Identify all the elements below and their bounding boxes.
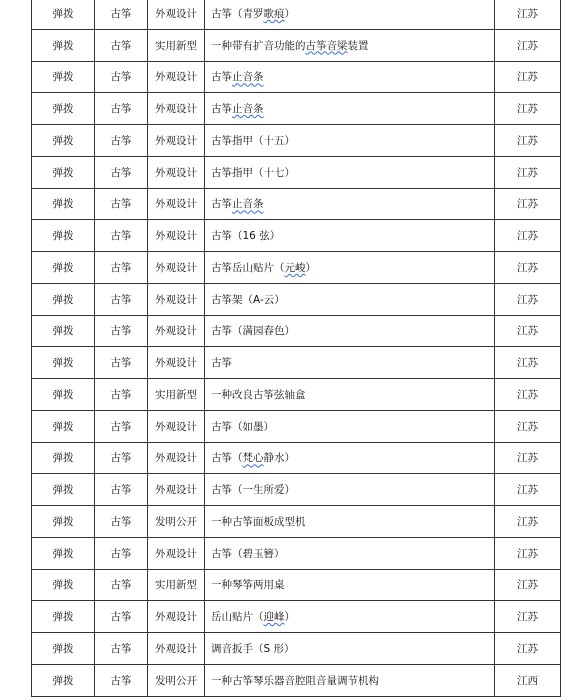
region-cell: 江苏 xyxy=(495,410,561,442)
category-cell: 弹拨 xyxy=(32,156,95,188)
patent-type-cell: 外观设计 xyxy=(148,220,205,252)
instrument-cell: 古筝 xyxy=(95,347,148,379)
table-row xyxy=(32,188,561,220)
patent-type-cell: 外观设计 xyxy=(148,601,205,633)
patent-type-cell: 外观设计 xyxy=(148,633,205,665)
table-row xyxy=(32,633,561,665)
region-cell: 江苏 xyxy=(495,633,561,665)
table-row xyxy=(32,379,561,411)
region-cell: 江苏 xyxy=(495,283,561,315)
table-row xyxy=(32,0,561,29)
region-cell: 江苏 xyxy=(495,29,561,61)
patent-type-cell: 外观设计 xyxy=(148,537,205,569)
region-cell: 江苏 xyxy=(495,220,561,252)
instrument-cell: 古筝 xyxy=(95,379,148,411)
table-row xyxy=(32,474,561,506)
patent-name-cell: 古筝止音条 xyxy=(205,188,495,220)
patent-name-cell: 一种古筝琴乐器音腔阻音量调节机构 xyxy=(205,664,495,696)
spellcheck-underline: 歌痕 xyxy=(263,7,285,20)
category-cell: 弹拨 xyxy=(32,188,95,220)
table-row xyxy=(32,156,561,188)
region-cell: 江苏 xyxy=(495,156,561,188)
region-cell: 江苏 xyxy=(495,601,561,633)
instrument-cell: 古筝 xyxy=(95,474,148,506)
instrument-cell: 古筝 xyxy=(95,252,148,284)
patent-name-cell: 一种古筝面板成型机 xyxy=(205,506,495,538)
category-cell: 弹拨 xyxy=(32,537,95,569)
table-row xyxy=(32,252,561,284)
region-cell: 江苏 xyxy=(495,188,561,220)
spellcheck-underline: 止音条 xyxy=(232,103,264,116)
patent-type-cell: 外观设计 xyxy=(148,283,205,315)
patent-type-cell: 外观设计 xyxy=(148,442,205,474)
instrument-cell: 古筝 xyxy=(95,0,148,29)
table-row xyxy=(32,220,561,252)
spellcheck-underline: 梵心 xyxy=(242,452,264,465)
patent-name-cell: 古筝（梵心静水） xyxy=(205,442,495,474)
patent-name-cell: 古筝架（A-云） xyxy=(205,283,495,315)
instrument-cell: 古筝 xyxy=(95,156,148,188)
table-row xyxy=(32,664,561,696)
instrument-cell: 古筝 xyxy=(95,188,148,220)
category-cell: 弹拨 xyxy=(32,442,95,474)
patent-name-cell: 古筝（碧玉簪） xyxy=(205,537,495,569)
patent-table-body xyxy=(32,0,561,696)
patent-type-cell: 实用新型 xyxy=(148,29,205,61)
patent-type-cell: 发明公开 xyxy=(148,664,205,696)
region-cell: 江苏 xyxy=(495,93,561,125)
category-cell: 弹拨 xyxy=(32,569,95,601)
patent-name-cell: 调音扳手（S 形） xyxy=(205,633,495,665)
instrument-cell: 古筝 xyxy=(95,506,148,538)
patent-type-cell: 外观设计 xyxy=(148,156,205,188)
table-row xyxy=(32,601,561,633)
region-cell: 江苏 xyxy=(495,125,561,157)
patent-type-cell: 外观设计 xyxy=(148,188,205,220)
instrument-cell: 古筝 xyxy=(95,29,148,61)
category-cell: 弹拨 xyxy=(32,283,95,315)
patent-name-cell: 古筝（16 弦） xyxy=(205,220,495,252)
patent-type-cell: 实用新型 xyxy=(148,569,205,601)
patent-name-cell: 古筝指甲（十五） xyxy=(205,125,495,157)
instrument-cell: 古筝 xyxy=(95,664,148,696)
category-cell: 弹拨 xyxy=(32,0,95,29)
patent-type-cell: 外观设计 xyxy=(148,347,205,379)
instrument-cell: 古筝 xyxy=(95,315,148,347)
instrument-cell: 古筝 xyxy=(95,61,148,93)
instrument-cell: 古筝 xyxy=(95,220,148,252)
table-row xyxy=(32,410,561,442)
patent-name-cell: 古筝止音条 xyxy=(205,61,495,93)
region-cell: 江苏 xyxy=(495,0,561,29)
patent-name-cell: 古筝岳山贴片（元峻） xyxy=(205,252,495,284)
region-cell: 江苏 xyxy=(495,347,561,379)
instrument-cell: 古筝 xyxy=(95,283,148,315)
instrument-cell: 古筝 xyxy=(95,442,148,474)
instrument-cell: 古筝 xyxy=(95,93,148,125)
region-cell: 江苏 xyxy=(495,474,561,506)
category-cell: 弹拨 xyxy=(32,61,95,93)
spellcheck-underline: 迎峰 xyxy=(263,611,285,624)
patent-type-cell: 外观设计 xyxy=(148,474,205,506)
table-row xyxy=(32,537,561,569)
patent-type-cell: 外观设计 xyxy=(148,410,205,442)
category-cell: 弹拨 xyxy=(32,633,95,665)
patent-type-cell: 外观设计 xyxy=(148,93,205,125)
category-cell: 弹拨 xyxy=(32,220,95,252)
instrument-cell: 古筝 xyxy=(95,569,148,601)
region-cell: 江苏 xyxy=(495,537,561,569)
table-row xyxy=(32,61,561,93)
instrument-cell: 古筝 xyxy=(95,633,148,665)
region-cell: 江苏 xyxy=(495,252,561,284)
region-cell: 江苏 xyxy=(495,506,561,538)
spellcheck-underline: 古筝音梁 xyxy=(305,39,348,52)
patent-type-cell: 外观设计 xyxy=(148,252,205,284)
region-cell: 江苏 xyxy=(495,315,561,347)
table-row xyxy=(32,283,561,315)
instrument-cell: 古筝 xyxy=(95,537,148,569)
patent-name-cell: 一种改良古筝弦轴盒 xyxy=(205,379,495,411)
spellcheck-underline: 止音条 xyxy=(232,198,264,211)
table-row xyxy=(32,315,561,347)
patent-type-cell: 外观设计 xyxy=(148,0,205,29)
category-cell: 弹拨 xyxy=(32,125,95,157)
patent-type-cell: 外观设计 xyxy=(148,125,205,157)
category-cell: 弹拨 xyxy=(32,664,95,696)
patent-type-cell: 外观设计 xyxy=(148,61,205,93)
spellcheck-underline: 元峻 xyxy=(284,261,306,274)
document-page xyxy=(31,0,560,700)
patent-name-cell: 岳山贴片（迎峰） xyxy=(205,601,495,633)
table-row xyxy=(32,442,561,474)
instrument-cell: 古筝 xyxy=(95,125,148,157)
instrument-cell: 古筝 xyxy=(95,410,148,442)
region-cell: 江苏 xyxy=(495,61,561,93)
patent-name-cell: 一种琴筝两用桌 xyxy=(205,569,495,601)
table-row xyxy=(32,125,561,157)
region-cell: 江苏 xyxy=(495,379,561,411)
patent-type-cell: 外观设计 xyxy=(148,315,205,347)
category-cell: 弹拨 xyxy=(32,601,95,633)
patent-name-cell: 古筝（满园春色） xyxy=(205,315,495,347)
category-cell: 弹拨 xyxy=(32,347,95,379)
category-cell: 弹拨 xyxy=(32,29,95,61)
category-cell: 弹拨 xyxy=(32,410,95,442)
region-cell: 江西 xyxy=(495,664,561,696)
category-cell: 弹拨 xyxy=(32,93,95,125)
table-row xyxy=(32,93,561,125)
spellcheck-underline: 止音条 xyxy=(232,71,264,84)
patent-name-cell: 古筝止音条 xyxy=(205,93,495,125)
patent-name-cell: 一种带有扩音功能的古筝音梁装置 xyxy=(205,29,495,61)
category-cell: 弹拨 xyxy=(32,252,95,284)
table-row xyxy=(32,29,561,61)
category-cell: 弹拨 xyxy=(32,315,95,347)
patent-name-cell: 古筝指甲（十七） xyxy=(205,156,495,188)
patent-table xyxy=(31,0,561,697)
patent-type-cell: 发明公开 xyxy=(148,506,205,538)
category-cell: 弹拨 xyxy=(32,379,95,411)
table-row xyxy=(32,569,561,601)
patent-name-cell: 古筝（一生所爱） xyxy=(205,474,495,506)
patent-name-cell: 古筝（如墨） xyxy=(205,410,495,442)
patent-name-cell: 古筝 xyxy=(205,347,495,379)
category-cell: 弹拨 xyxy=(32,506,95,538)
region-cell: 江苏 xyxy=(495,442,561,474)
region-cell: 江苏 xyxy=(495,569,561,601)
category-cell: 弹拨 xyxy=(32,474,95,506)
patent-name-cell: 古筝（青罗歌痕） xyxy=(205,0,495,29)
instrument-cell: 古筝 xyxy=(95,601,148,633)
patent-type-cell: 实用新型 xyxy=(148,379,205,411)
table-row xyxy=(32,347,561,379)
table-row xyxy=(32,506,561,538)
